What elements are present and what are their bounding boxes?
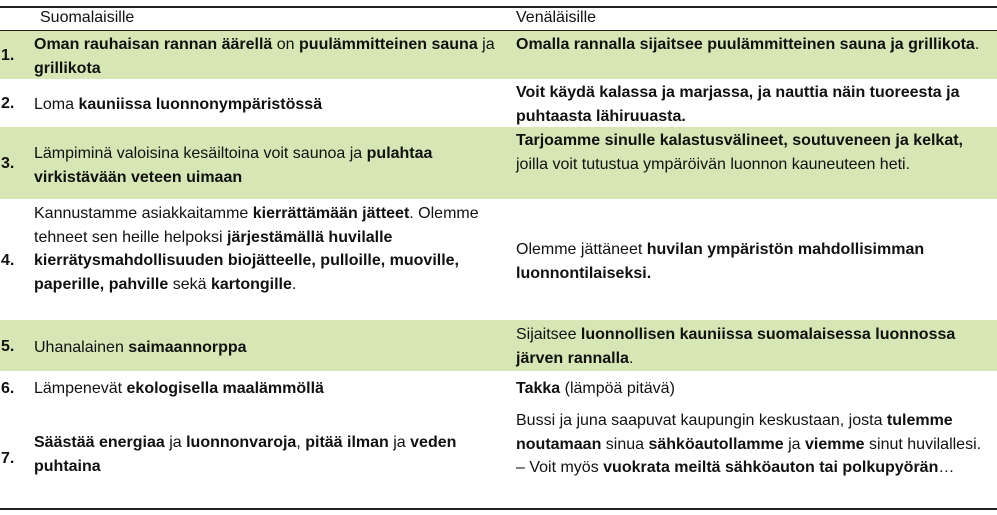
bold-text-run: grillikota — [34, 59, 101, 77]
header-russian: Venäläisille — [516, 9, 597, 26]
bold-text-run: järjestämällä huvilalle kierrätysmahdollisuuden biojätteelle, pulloille, muoville, paperille, pahville — [34, 228, 459, 293]
text-run: Loma — [34, 96, 79, 113]
row-number: 7. — [1, 450, 15, 467]
bold-text-run: Voit käydä kalassa ja marjassa, ja nauttia näin tuoreesta ja puhtaasta lähiruuasta. — [516, 84, 960, 125]
russian-cell — [516, 129, 994, 176]
text-run: . — [291, 275, 297, 293]
text-run: Olemme jättäneet — [516, 241, 647, 258]
text-run: ja — [477, 36, 495, 53]
header-finnish: Suomalaisille — [40, 9, 135, 26]
russian-cell — [516, 377, 994, 401]
table-row — [0, 79, 997, 127]
bold-text-run: tulemme noutamaan — [516, 412, 953, 453]
russian-cell — [516, 409, 994, 480]
bold-text-run: sähköautollamme — [648, 435, 784, 453]
bold-text-run: luonnollisen kauniissa suomalaisessa luonnossa järven rannalla — [516, 326, 956, 367]
text-run: joilla voit tutustua ympäröivän luonnon kauneuteen heti. — [516, 155, 911, 173]
table-row — [0, 320, 997, 371]
row-number: 5. — [1, 338, 15, 355]
finnish-cell — [34, 431, 504, 478]
bold-text-run: kierrättämään jätteet — [252, 205, 410, 222]
bold-text-run: pulahtaa virkistävään veteen uimaan — [34, 145, 433, 186]
russian-cell — [516, 323, 994, 370]
bold-text-run: huvilan ympäristön mahdollisimman luonnontilaiseksi. — [516, 241, 925, 282]
row-number: 1. — [1, 47, 15, 64]
finnish-cell — [34, 336, 504, 360]
finnish-cell — [34, 142, 504, 189]
text-run: sinut huvilallesi. – Voit myös — [516, 435, 982, 476]
text-run: Lämpenevät — [34, 380, 127, 397]
bold-text-run: Oman rauhaisan rannan äärellä — [34, 36, 273, 53]
table-row — [0, 407, 997, 508]
table-row — [0, 199, 997, 320]
table-bottom-rule — [0, 508, 997, 510]
bold-text-run: Takka — [516, 380, 561, 397]
text-run: . — [974, 36, 980, 53]
bold-text-run: Tarjoamme sinulle kalastusvälineet, soutuveneen ja kelkat, — [516, 132, 963, 149]
text-run: , — [296, 434, 306, 451]
table-row — [0, 127, 997, 199]
row-number: 3. — [1, 155, 15, 172]
finnish-cell — [34, 93, 504, 117]
bold-text-run: ekologisella maalämmöllä — [126, 380, 324, 397]
table-row — [0, 371, 997, 407]
bold-text-run: veden puhtaina — [34, 434, 457, 475]
text-run: … — [938, 459, 955, 476]
bold-text-run: vuokrata meiltä sähköauton tai polkupyörän — [603, 459, 939, 476]
bold-text-run: Omalla rannalla sijaitsee puulämmitteinen sauna ja grillikota — [516, 36, 975, 53]
finnish-cell — [34, 202, 504, 296]
row-number: 6. — [1, 380, 15, 397]
text-run: Kannustamme asiakkaitamme — [34, 205, 253, 222]
russian-cell — [516, 81, 994, 128]
text-run: Lämpiminä valoisina kesäiltoina voit saunoa ja — [34, 145, 367, 162]
text-run: Bussi ja juna saapuvat kaupungin keskustaan, josta — [516, 412, 887, 429]
bold-text-run: Säästää energiaa — [34, 434, 165, 451]
text-run: on — [272, 36, 300, 53]
text-run: (lämpöä pitävä) — [560, 380, 675, 397]
finnish-cell — [34, 33, 504, 80]
bold-text-run: puulämmitteinen sauna — [299, 36, 478, 53]
bold-text-run: kartongille — [210, 275, 292, 293]
bold-text-run: saimaannorppa — [128, 339, 247, 356]
table-row — [0, 31, 997, 79]
bold-text-run: pitää ilman — [305, 434, 389, 451]
finnish-cell — [34, 377, 504, 401]
table-top-rule — [0, 6, 997, 8]
text-run: ja — [783, 435, 805, 453]
text-run: sinua — [601, 435, 649, 453]
bold-text-run: luonnonvaroja — [186, 434, 297, 451]
text-run: . Olemme tehneet sen heille helpoksi — [34, 205, 479, 246]
russian-cell — [516, 238, 994, 285]
bold-text-run: viemme — [804, 435, 865, 453]
text-run: sekä — [168, 275, 211, 293]
text-run: ja — [164, 434, 187, 451]
row-number: 4. — [1, 252, 15, 269]
bold-text-run: kauniissa luonnonympäristössä — [78, 96, 323, 113]
text-run: Uhanalainen — [34, 339, 129, 356]
text-run: Sijaitsee — [516, 326, 581, 343]
text-run: . — [628, 349, 634, 367]
text-run: ja — [388, 434, 411, 451]
russian-cell — [516, 33, 994, 57]
row-number: 2. — [1, 95, 15, 112]
